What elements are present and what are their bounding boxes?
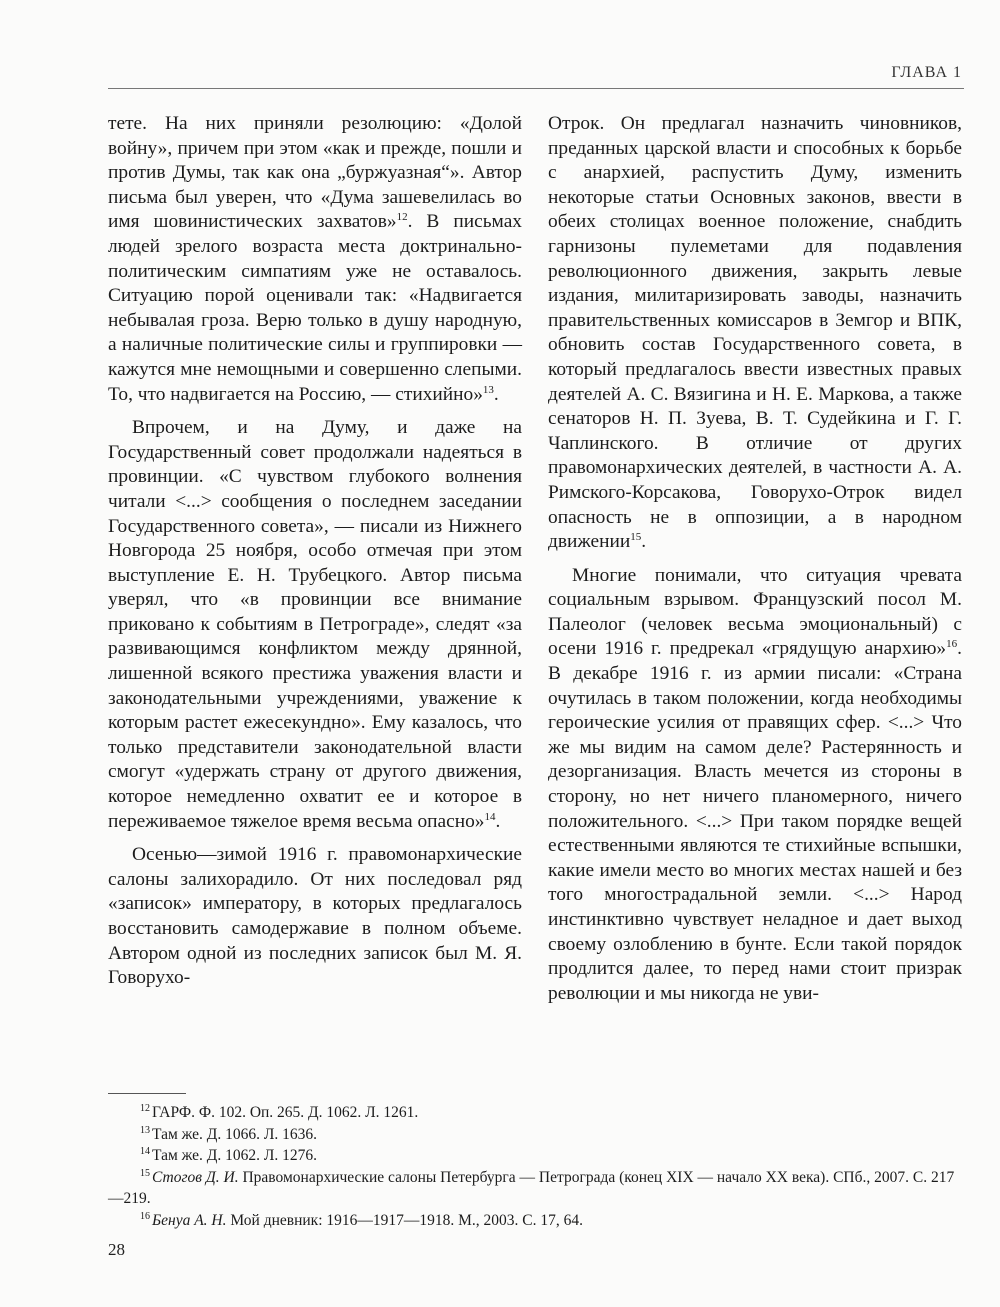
- footnote: [108, 1124, 964, 1146]
- right-column: [548, 112, 962, 1015]
- paragraph-text: . В письмах людей зрелого возраста места доктринально-политическим симпатиям уже не оставалось. Ситуацию порой оценивали так: «Надвигается небывалая гроза. Верю только в душу народную, а наличные политические силы и группировки — кажутся мне немощными и совершенно слепыми. То, что надвигается на Россию, — стихийно»: [108, 211, 522, 405]
- footnote-author: Стогов Д. И.: [152, 1168, 239, 1186]
- footnote-marker: 13: [482, 383, 494, 396]
- footnote-marker: 14: [484, 810, 496, 823]
- footnote-number: 13: [140, 1124, 150, 1136]
- paragraph: [108, 416, 522, 834]
- footnote-number: 14: [140, 1146, 150, 1157]
- footnote-marker: 12: [396, 211, 408, 224]
- paragraph-text: .: [493, 383, 499, 405]
- footnote: [108, 1102, 964, 1124]
- paragraph: [108, 843, 522, 991]
- footnote: [108, 1167, 964, 1210]
- footnote-text: ГАРФ. Ф. 102. Оп. 265. Д. 1062. Л. 1261.: [152, 1104, 419, 1121]
- footnote-text: Там же. Д. 1062. Л. 1276.: [152, 1147, 317, 1164]
- paragraph: [548, 112, 962, 555]
- footnote-marker: 15: [630, 531, 642, 544]
- footnote-marker: 16: [946, 638, 958, 651]
- footnote-number: 16: [140, 1210, 150, 1222]
- page-number: 28: [108, 1240, 125, 1259]
- paragraph-text: .: [495, 810, 501, 832]
- footnotes: [108, 1102, 964, 1231]
- paragraph: [108, 112, 522, 407]
- paragraph-text: .: [641, 531, 647, 553]
- running-header-chapter: ГЛАВА 1: [891, 64, 962, 81]
- header-rule: [108, 88, 964, 89]
- paragraph-text: Отрок. Он предлагал назначить чиновников, преданных царской власти и способных к борьбе с анархией, распустить Думу, изменить некоторые статьи Основных законов, ввести в обеих столицах военное положение, снабдить гарнизоны пулеметами для подавления революционного движения, закрыть левые издания, милитаризировать заводы, назначить правительственных комиссаров в Земгор и ВПК, обновить состав Государственного совета, в который предлагалось ввести известных правых деятелей А. С. Вязигина и Н. Е. Маркова, а также сенаторов Н. П. Зуева, В. Т. Судейкина и Г. Г. Чаплинского. В отличие от других правомонархических деятелей, в частности А. А. Римского-Корсакова, Говорухо-Отрок видел опасность не в оппозиции, а в народном движении: [548, 113, 962, 553]
- footnote-separator: [108, 1093, 186, 1094]
- footnote-text: Правомонархические салоны Петербурга — Петрограда (конец XIX — начало XX века). СПб., 2007. С. 217—219.: [108, 1168, 955, 1207]
- footnote-text: Мой дневник: 1916—1917—1918. М., 2003. С. 17, 64.: [230, 1211, 584, 1229]
- paragraph-text: . В декабре 1916 г. из армии писали: «Страна очутилась в таком положении, когда необходимы героические усилия от правящих сфер. <...> Что же мы видим на самом деле? Растерянность и дезорганизация. Власть мечется из стороны в сторону, но нет ничего планомерного, ничего положительного. <...> При таком порядке вещей естественными являются те стихийные вспышки, какие имели место во многих местах нашей и без того многострадальной земли. <...> Народ инстинктивно чувствует неладное и дает выход своему озлоблению в бунте. Если такой порядок продлится далее, то перед нами стоит призрак революции и мы никогда не уви-: [548, 638, 962, 1004]
- paragraph: [548, 564, 962, 1007]
- paragraph-text: Впрочем, и на Думу, и даже на Государственный совет продолжали надеяться в провинции. «С чувством глубокого волнения читали <...> сообщения о последнем заседании Государственного совета», — писали из Нижнего Новгорода 25 ноября, особо отмечая при этом выступление Е. Н. Трубецкого. Автор письма уверял, что «в провинции все внимание приковано к событиям в Петрограде», следят «за развивающимся конфликтом между дрянной, лишенной всякого престижа уважения власти и законодательными учреждениями, уважение к которым растет ежесекундно». Ему казалось, что только представители законодательной власти смогут «удержать страну от другого движения, которое немедленно охватит ее и которое в переживаемое тяжелое время весьма опасно»: [108, 417, 522, 832]
- footnote: [108, 1210, 964, 1232]
- footnote-author: Бенуа А. Н.: [152, 1211, 227, 1229]
- paragraph-text: тете. На них приняли резолюцию: «Долой войну», причем при этом «как и прежде, пошли и против Думы, так как она „буржуазная“». Автор письма был уверен, что «Дума зашевелилась во имя шовинистических захватов»: [108, 113, 522, 233]
- left-column: [108, 112, 522, 1000]
- footnote-text: Там же. Д. 1066. Л. 1636.: [152, 1125, 317, 1143]
- footnote-number: 15: [140, 1167, 150, 1179]
- footnote: [108, 1145, 964, 1167]
- footnote-number: 12: [140, 1103, 150, 1114]
- paragraph-text: Многие понимали, что ситуация чревата социальным взрывом. Французский посол М. Палеолог (человек весьма эмоциональный) с осени 1916 г. предрекал «грядущую анархию»: [548, 564, 962, 660]
- paragraph-text: Осенью—зимой 1916 г. правомонархические салоны залихорадило. От них последовал ряд «записок» императору, в которых предлагалось восстановить самодержавие в полном объеме. Автором одной из последних записок был М. Я. Говорухо-: [108, 844, 522, 989]
